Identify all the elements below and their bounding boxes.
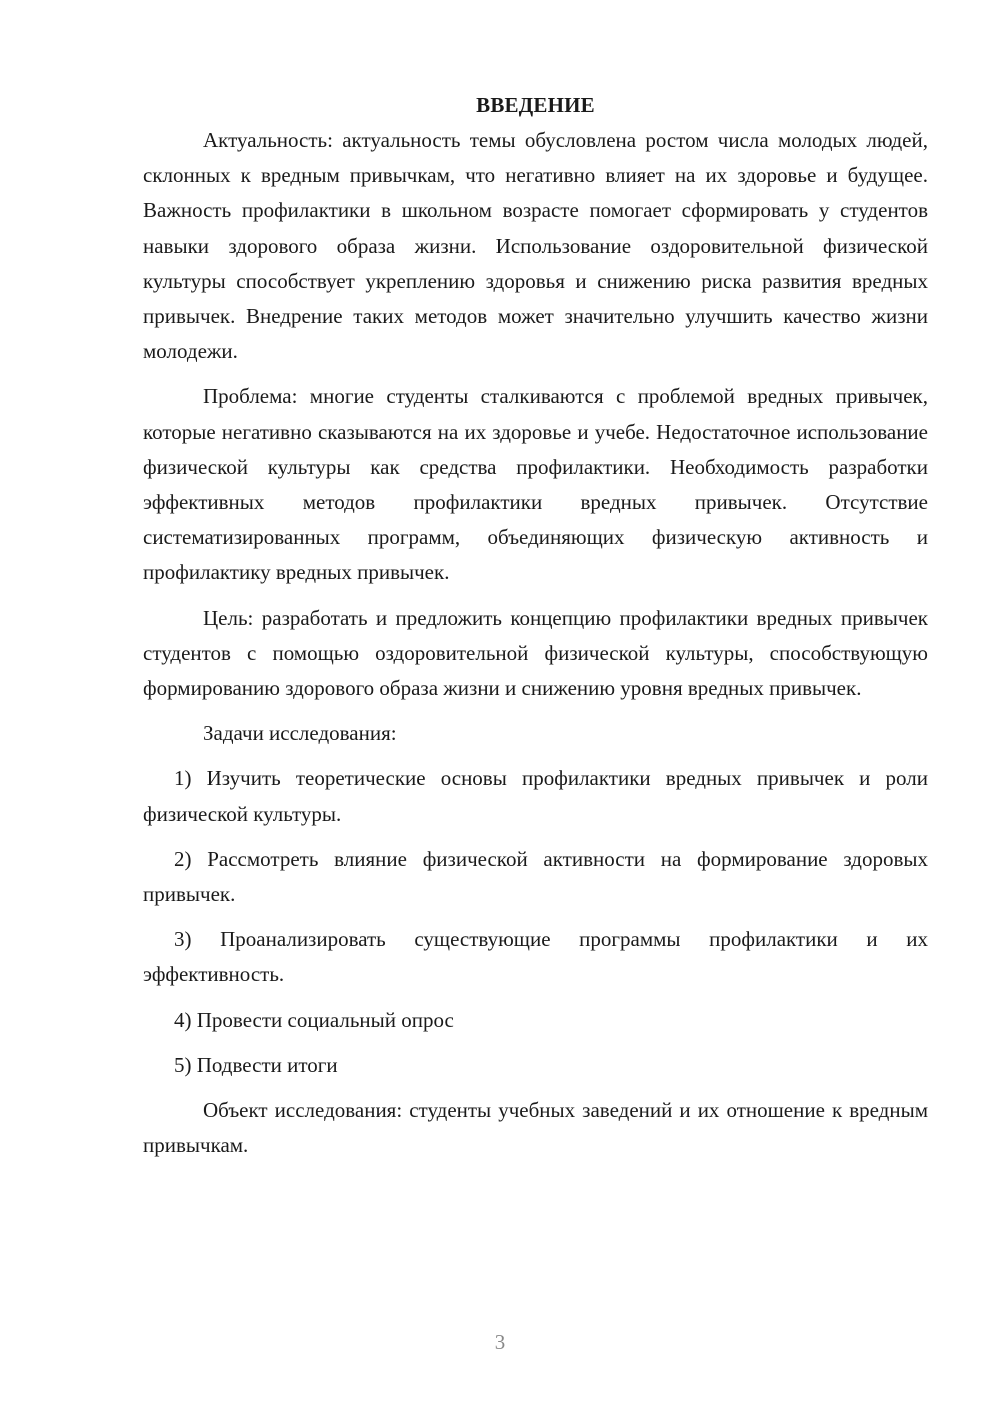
paragraph-object: Объект исследования: студенты учебных заведений и их отношение к вредным привычкам.: [143, 1098, 928, 1158]
paragraph-problem: Проблема: многие студенты сталкиваются с проблемой вредных привычек, которые негативно сказываются на их здоровье и учебе. Недостаточное использование физической культуры как средства профилактики. Необходимость разработки эффективных методов профилактики вредных привычек. Отсутствие систематизированных программ, объединяющих физическую активность и профилактику вредных привычек.: [143, 384, 928, 585]
page-number: 3: [494, 1330, 506, 1354]
paragraph-relevance: Актуальность: актуальность темы обусловлена ростом числа молодых людей, склонных к вредным привычкам, что негативно влияет на их здоровье и будущее. Важность профилактики в школьном возрасте помогает сформировать у студентов навыки здорового образа жизни. Использование оздоровительной физической культуры способствует укреплению здоровья и снижению риска развития вредных привычек. Внедрение таких методов может значительно улучшить качество жизни молодежи.: [143, 128, 928, 364]
task-item: 5) Подвести итоги: [174, 1052, 338, 1077]
task-item: 3) Проанализировать существующие программы профилактики и их эффективность.: [143, 927, 928, 987]
task-item: 1) Изучить теоретические основы профилактики вредных привычек и роли физической культуры.: [143, 766, 928, 826]
task-item: 2) Рассмотреть влияние физической активности на формирование здоровых привычек.: [143, 846, 928, 907]
document-page: [143, 88, 928, 1173]
tasks-heading: Задачи исследования:: [203, 721, 397, 746]
document-title: ВВЕДЕНИЕ: [476, 93, 595, 117]
task-item: 4) Провести социальный опрос: [174, 1007, 454, 1032]
paragraph-goal: Цель: разработать и предложить концепцию профилактики вредных привычек студентов с помощью оздоровительной физической культуры, способствующую формированию здорового образа жизни и снижению уровня вредных привычек.: [143, 605, 928, 701]
